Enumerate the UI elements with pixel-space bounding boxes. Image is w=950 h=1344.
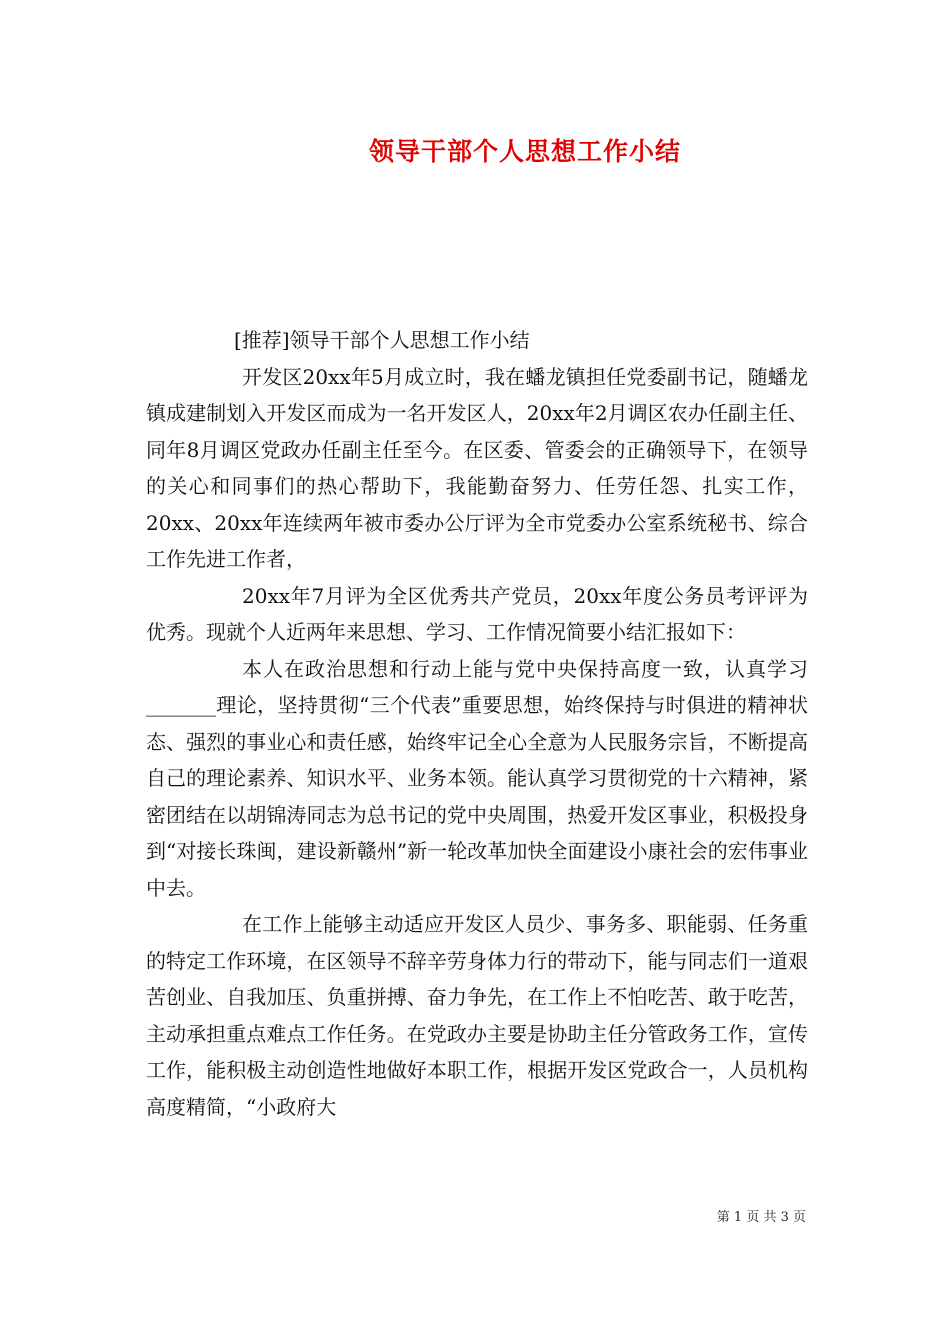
document-body [146,322,808,1125]
document-subtitle: [推荐]领导干部个人思想工作小结 [234,328,530,352]
paragraph: 本人在政治思想和行动上能与党中央保持高度一致，认真学习_______理论，坚持贯彻“三个代表”重要思想，始终保持与时俱进的精神状态、强烈的事业心和责任感，始终牢记全心全意为人民服务宗旨，不断提高自己的理论素养、知识水平、业务本领。能认真学习贯彻党的十六精神，紧密团结在以胡锦涛同志为总书记的党中央周围，热爱开发区事业，积极投身到“对接长珠闽，建设新赣州”新一轮改革加快全面建设小康社会的宏伟事业中去。 [146,656,808,900]
page-number: 第 1 页 共 3 页 [716,1210,806,1225]
paragraph: 在工作上能够主动适应开发区人员少、事务多、职能弱、任务重的特定工作环境，在区领导不辞辛劳身体力行的带动下，能与同志们一道艰苦创业、自我加压、负重拼搏、奋力争先，在工作上不怕吃苦、敢于吃苦，主动承担重点难点工作任务。在党政办主要是协助主任分管政务工作，宣传工作，能积极主动创造性地做好本职工作，根据开发区党政合一，人员机构高度精简，“小政府大 [146,912,808,1119]
document-title: 领导干部个人思想工作小结 [368,137,681,166]
paragraph: 开发区20xx年5月成立时，我在蟠龙镇担任党委副书记，随蟠龙镇成建制划入开发区而成为一名开发区人，20xx年2月调区农办任副主任、同年8月调区党政办任副主任至今。在区委、管委会的正确领导下，在领导的关心和同事们的热心帮助下，我能勤奋努力、任劳任怨、扎实工作，20xx、20xx年连续两年被市委办公厅评为全市党委办公室系统秘书、综合工作先进工作者， [146,364,808,571]
paragraph: 20xx年7月评为全区优秀共产党员，20xx年度公务员考评评为优秀。现就个人近两年来思想、学习、工作情况简要小结汇报如下： [146,583,808,644]
